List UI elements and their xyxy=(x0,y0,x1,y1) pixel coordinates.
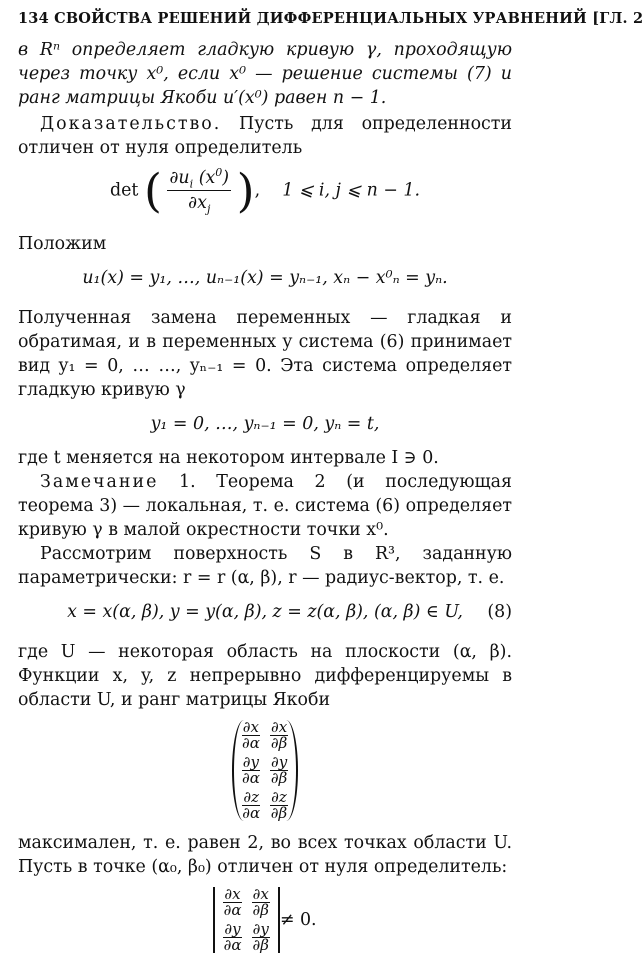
running-head: 134 СВОЙСТВА РЕШЕНИЙ ДИФФЕРЕНЦИАЛЬНЫХ УРАВНЕНИЙ [ГЛ. 2 xyxy=(18,10,643,27)
proof-text: Пусть для определенности отличен от нуля определитель xyxy=(18,114,512,158)
remark-label: Замечание xyxy=(40,472,159,492)
page xyxy=(18,10,643,954)
fraction-du-dx: $\frac{\partial u_i (x^0)}{\partial x_j}$ xyxy=(169,166,230,216)
paragraph-4: Рассмотрим поверхность S в R³, заданную параметрически: r = r (α, β), r — радиус-вектор, т. е. xyxy=(18,544,512,588)
determinant-2x2: $\frac{\partial x}{\partial\alpha}$ $\frac{\partial x}{\partial\beta}$ $\frac{\partial y}{\partial\alpha}$ $\frac{\partial y}{\partial\beta}$ xyxy=(213,887,279,953)
formula-determinant-2x2 xyxy=(18,887,512,953)
proof-label: Доказательство. xyxy=(40,114,222,134)
formula-surface xyxy=(18,600,512,624)
remark-paragraph xyxy=(18,470,512,542)
formula4: x = x(α, β), y = y(α, β), z = z(α, β), (α, β) ∈ U, xyxy=(67,602,463,622)
polozhim: Положим xyxy=(18,234,107,254)
paragraph-3: где t меняется на некотором интервале I ∋ 0. xyxy=(18,448,439,468)
matrix-3x2: $\frac{\partial x}{\partial\alpha}$ $\frac{\partial x}{\partial\beta}$ $\frac{\partial y}{\partial\alpha}$ $\frac{\partial y}{\partial\beta}$ $\frac{\partial z}{\partial\alpha}$ $\frac{\partial z}{\partial\beta}$ xyxy=(232,720,298,821)
formula-curve: y₁ = 0, …, yₙ₋₁ = 0, yₙ = t, xyxy=(150,414,380,434)
remark-text: 1. Теорема 2 (и последующая теорема 3) — локальная, т. е. система (6) определяет кривую γ в малой окрестности точки x⁰. xyxy=(18,472,512,540)
formula-determinant: det ( $\frac{\partial u_i (x^0)}{\partial x_j}$ ), 1 ⩽ i, j ⩽ n − 1. xyxy=(110,163,420,218)
formula6-tail: ≠ 0. xyxy=(279,910,317,930)
paragraph-2: Полученная замена переменных — гладкая и обратимая, и в переменных y система (6) принимает вид y₁ = 0, … …, yₙ₋₁ = 0. Эта система определяет гладкую кривую γ xyxy=(18,308,512,400)
jacobi-matrix xyxy=(18,720,512,821)
formula-substitution: u₁(x) = y₁, …, uₙ₋₁(x) = yₙ₋₁, xₙ − x⁰ₙ = yₙ. xyxy=(82,268,448,288)
paragraph-1: в Rⁿ определяет гладкую кривую γ, проходящую через точку x⁰, если x⁰ — решение системы (7) и ранг матрицы Якоби u′(x⁰) равен n − 1. xyxy=(18,40,512,108)
paragraph-6: максимален, т. е. равен 2, во всех точках области U. Пусть в точке (α₀, β₀) отличен от нуля определитель: xyxy=(18,833,512,877)
paragraph-5: где U — некоторая область на плоскости (α, β). Функции x, y, z непрерывно дифференцируемы в области U, и ранг матрицы Якоби xyxy=(18,642,512,710)
proof-paragraph xyxy=(18,112,512,160)
equation-number: (8) xyxy=(487,602,512,622)
formula1-range: 1 ⩽ i, j ⩽ n − 1. xyxy=(282,180,420,201)
